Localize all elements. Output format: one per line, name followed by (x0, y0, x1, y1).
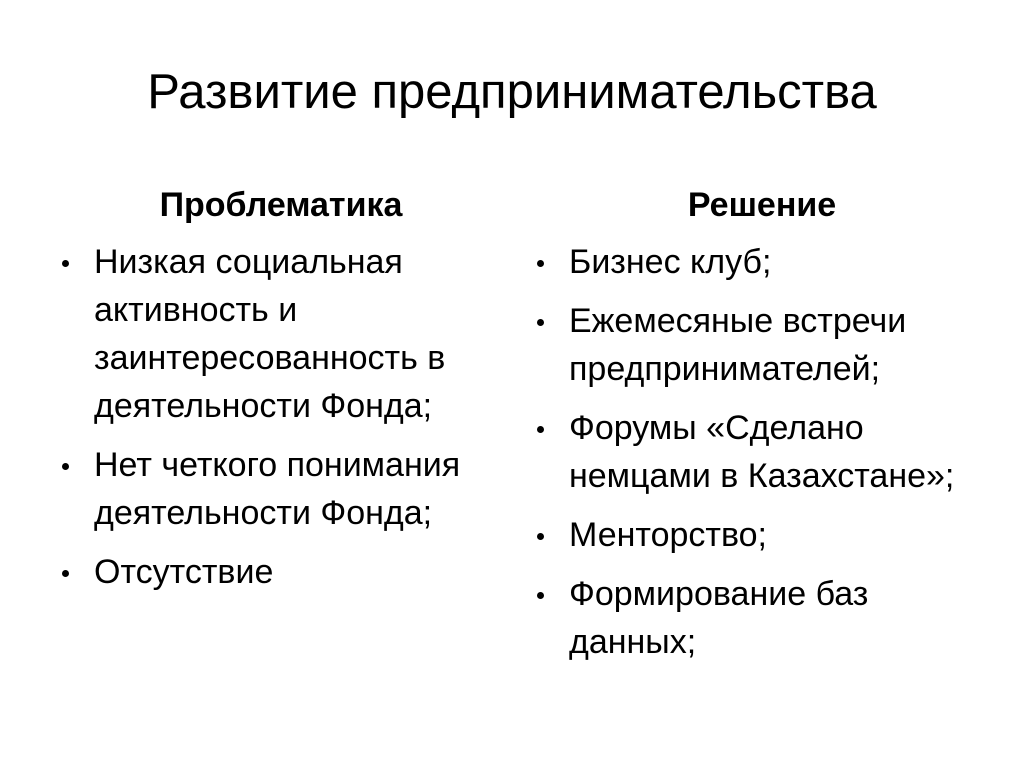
problems-heading: Проблематика (159, 186, 403, 224)
bullet-icon (537, 319, 544, 326)
bullet-icon (62, 260, 69, 267)
list-item-text: Формирование баз данных; (569, 575, 869, 661)
list-item (62, 238, 502, 430)
list-item (537, 511, 987, 559)
list-item (537, 404, 987, 500)
bullet-icon (537, 260, 544, 267)
list-item-text: Бизнес клуб; (569, 243, 772, 281)
list-item-text: Менторство; (569, 516, 768, 554)
list-item (537, 297, 987, 393)
bullet-icon (62, 570, 69, 577)
solutions-list (537, 238, 987, 666)
list-item (537, 570, 987, 666)
list-item-text: Форумы «Сделано немцами в Казахстане»; (569, 409, 955, 495)
solutions-column (537, 182, 987, 677)
problems-column (62, 182, 502, 607)
bullet-icon (537, 426, 544, 433)
bullet-icon (62, 463, 69, 470)
problems-list (62, 238, 502, 596)
list-item-text: Низкая социальная активность и заинтересованность в деятельности Фонда; (94, 243, 446, 425)
list-item (62, 548, 502, 596)
list-item (62, 441, 502, 537)
bullet-icon (537, 533, 544, 540)
list-item-text: Ежемесяные встречи предпринимателей; (569, 302, 907, 388)
list-item (537, 238, 987, 286)
list-item-text: Отсутствие (94, 553, 274, 591)
slide-title: Развитие предпринимательства (147, 65, 877, 119)
bullet-icon (537, 592, 544, 599)
list-item-text: Нет четкого понимания деятельности Фонда; (94, 446, 461, 532)
solutions-heading: Решение (687, 186, 837, 224)
